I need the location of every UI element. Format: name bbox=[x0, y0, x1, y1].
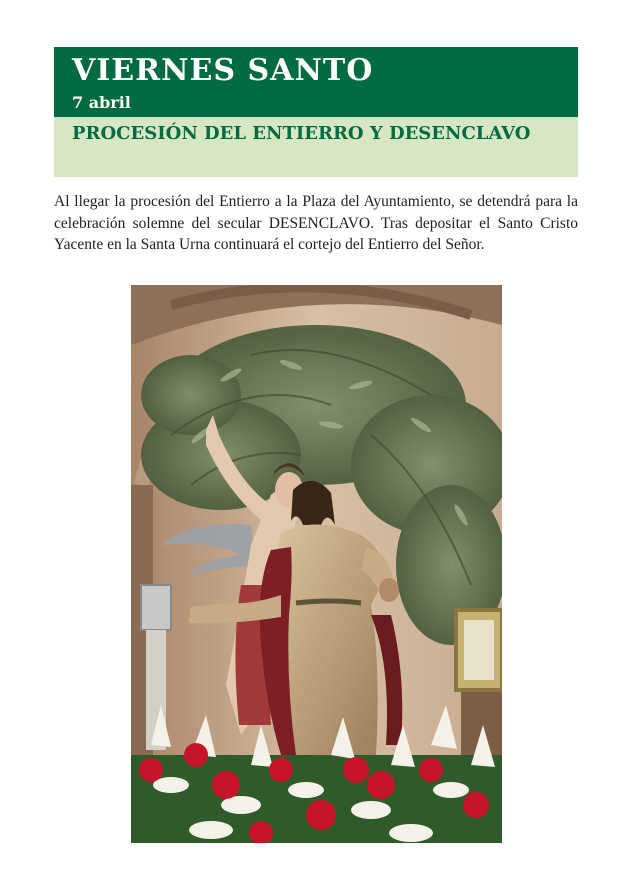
event-date: 7 abril bbox=[72, 93, 131, 112]
procession-subtitle: PROCESIÓN DEL ENTIERRO Y DESENCLAVO bbox=[72, 123, 531, 144]
subtitle-banner bbox=[54, 117, 578, 177]
header-banner bbox=[54, 47, 578, 117]
procession-photo bbox=[131, 285, 502, 843]
page-title: VIERNES SANTO bbox=[72, 53, 374, 88]
description-paragraph: Al llegar la procesión del Entierro a la Plaza del Ayuntamiento, se detendrá para la celebración solemne del secular DESENCLAVO. Tras depositar el Santo Cristo Yacente en la Santa Urna continuará el cortejo del Entierro del Señor. bbox=[54, 193, 578, 253]
procession-photo-illustration bbox=[131, 285, 502, 843]
